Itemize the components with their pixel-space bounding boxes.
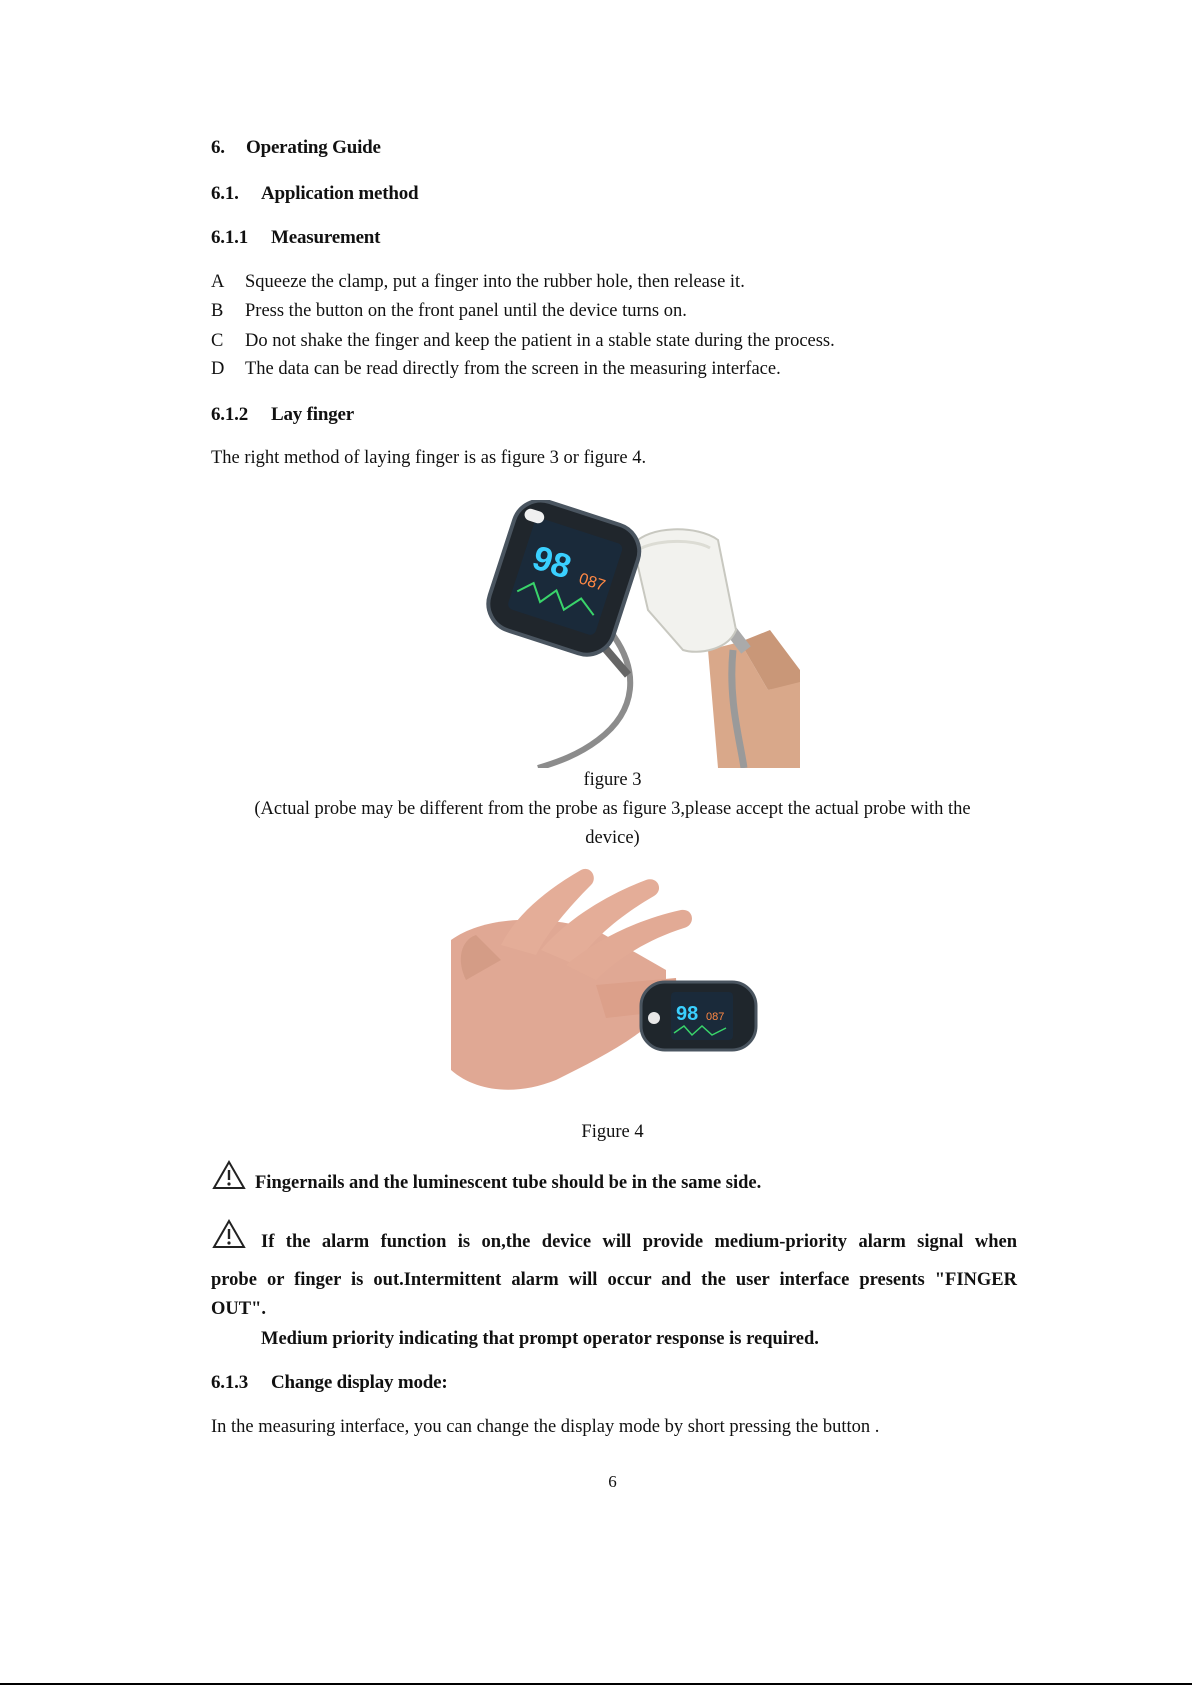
step-text: Do not shake the finger and keep the patient in a stable state during the process. (245, 331, 835, 351)
warning-triangle-icon (212, 1160, 246, 1195)
figure-3-display-value: 98 (527, 538, 576, 587)
heading-6-1-1 (211, 227, 380, 249)
heading-6-1-1-title: Measurement (271, 227, 381, 248)
heading-6-1-number: 6.1. (211, 183, 239, 204)
heading-6-1-3-title: Change display mode: (271, 1372, 448, 1393)
warning-2-line4: Medium priority indicating that prompt operator response is required. (261, 1329, 819, 1349)
heading-6-title: Operating Guide (246, 137, 381, 158)
step-letter: C (211, 331, 224, 351)
figure-3-caption: figure 3 (583, 770, 642, 790)
lay-finger-text: The right method of laying finger is as figure 3 or figure 4. (211, 448, 647, 468)
heading-6 (211, 137, 381, 159)
figure-3-note-line1: (Actual probe may be different from the probe as figure 3,please accept the actual probe with the (254, 799, 971, 819)
warning-2-line2: probe or finger is out.Intermittent alarm will occur and the user interface presents "FINGER (211, 1270, 1017, 1290)
step-letter: D (211, 359, 225, 379)
warning-triangle-icon (212, 1219, 246, 1254)
svg-text:087: 087 (706, 1011, 725, 1023)
page-number: 6 (608, 1472, 617, 1491)
heading-6-1-2-number: 6.1.2 (211, 404, 249, 425)
heading-6-1-2 (211, 404, 354, 426)
heading-6-1-2-title: Lay finger (271, 404, 354, 425)
step-letter: A (211, 272, 225, 292)
warning-2-line3: OUT". (211, 1299, 266, 1319)
figure-4-caption: Figure 4 (581, 1122, 644, 1142)
heading-6-1-3 (211, 1372, 448, 1394)
warning-1-text: Fingernails and the luminescent tube should be in the same side. (255, 1173, 762, 1193)
heading-6-1-1-number: 6.1.1 (211, 227, 249, 248)
heading-6-number: 6. (211, 137, 225, 158)
figure-3-note-line2: device) (585, 828, 640, 848)
step-text: Press the button on the front panel until the device turns on. (245, 301, 687, 321)
figure-4-display-value: 98 (676, 1003, 699, 1025)
step-text: The data can be read directly from the screen in the measuring interface. (245, 359, 781, 379)
svg-text:087: 087 (576, 570, 608, 595)
heading-6-1-3-number: 6.1.3 (211, 1372, 249, 1393)
heading-6-1 (211, 183, 418, 205)
warning-2-line1: If the alarm function is on,the device will provide medium-priority alarm signal when (261, 1232, 1017, 1252)
step-text: Squeeze the clamp, put a finger into the rubber hole, then release it. (245, 272, 745, 292)
heading-6-1-title: Application method (261, 183, 419, 204)
step-letter: B (211, 301, 224, 321)
figure-3-image (478, 500, 800, 768)
figure-4-image (446, 860, 776, 1102)
change-mode-text: In the measuring interface, you can change the display mode by short pressing the button . (211, 1417, 880, 1437)
